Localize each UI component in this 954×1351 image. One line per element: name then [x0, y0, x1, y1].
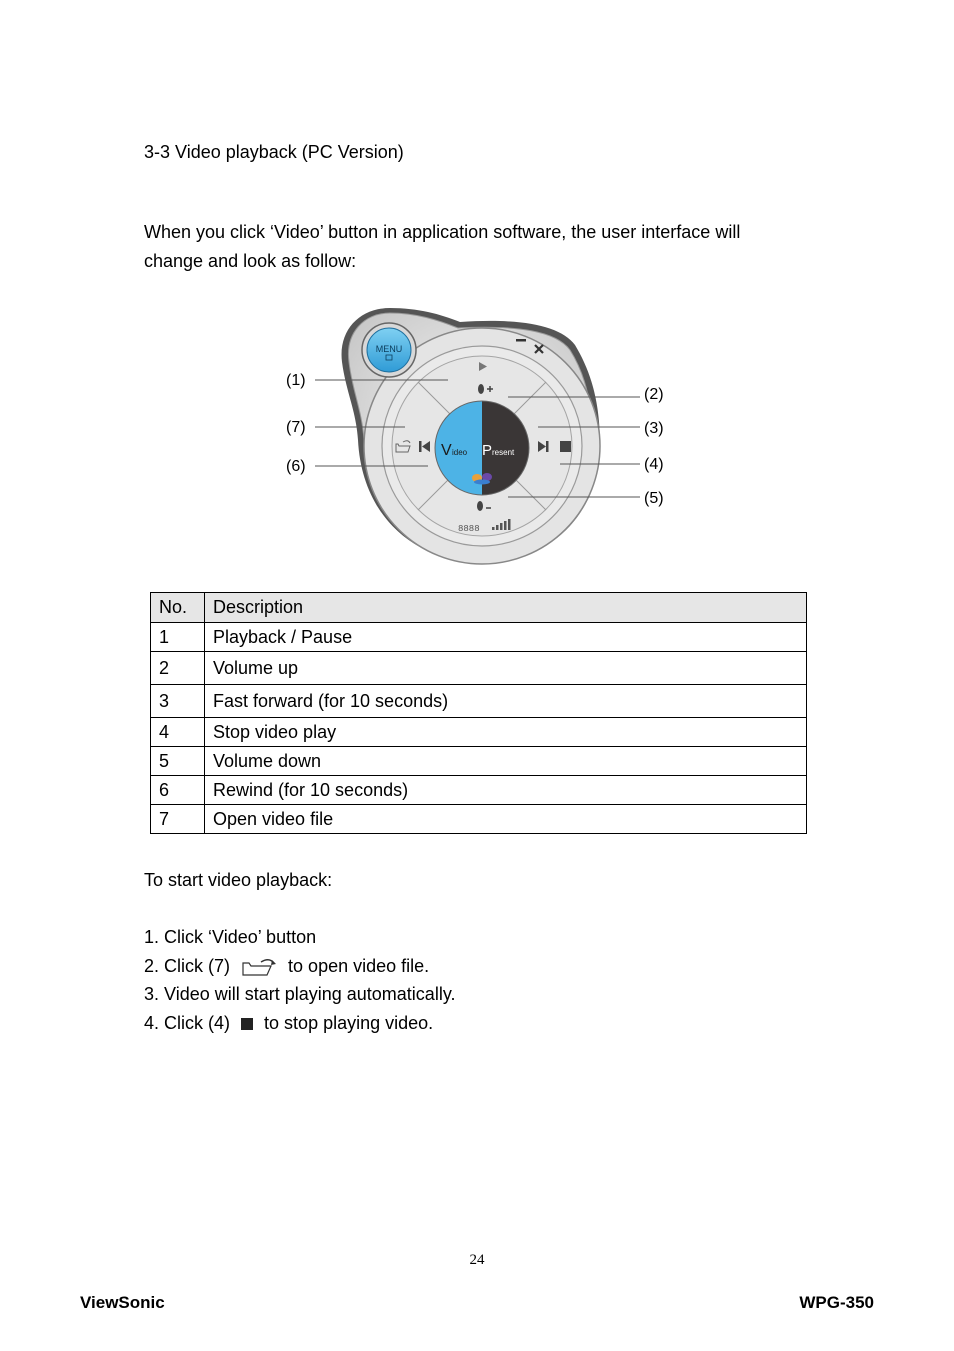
row-description: Stop video play [205, 718, 807, 747]
callout-label-2: (2) [644, 386, 664, 403]
intro-text-line-1: When you click ‘Video’ button in application software, the user interface will [144, 222, 741, 242]
row-no: 6 [151, 776, 205, 805]
row-description: Fast forward (for 10 seconds) [205, 685, 807, 718]
row-no: 7 [151, 805, 205, 834]
row-description: Volume down [205, 747, 807, 776]
step-4-suffix: to stop playing video. [264, 1013, 434, 1033]
step-2-suffix: to open video file. [288, 956, 430, 976]
menu-button[interactable] [362, 323, 416, 377]
callout-label-4: (4) [644, 456, 664, 473]
stop-icon[interactable] [560, 441, 571, 452]
step-4 [144, 1012, 433, 1034]
footer-brand: ViewSonic [80, 1293, 165, 1312]
row-no: 1 [151, 623, 205, 652]
row-description: Playback / Pause [205, 623, 807, 652]
counter-display: 8888 [458, 524, 480, 534]
table-header-row [151, 593, 807, 623]
steps-intro: To start video playback: [144, 870, 333, 890]
callout-label-6: (6) [286, 458, 306, 475]
table-row [151, 776, 807, 805]
callout-label-5: (5) [644, 490, 664, 507]
row-no: 2 [151, 652, 205, 685]
row-description: Rewind (for 10 seconds) [205, 776, 807, 805]
table-row [151, 805, 807, 834]
open-folder-icon [241, 957, 277, 977]
menu-label: MENU [375, 344, 403, 354]
logo-text-resent: resent [492, 448, 515, 457]
row-description: Open video file [205, 805, 807, 834]
logo-letter-p: P [482, 442, 493, 459]
intro-text-line-2: change and look as follow: [144, 251, 357, 271]
row-no: 3 [151, 685, 205, 718]
table-row [151, 652, 807, 685]
row-no: 4 [151, 718, 205, 747]
footer-model: WPG-350 [799, 1293, 874, 1312]
video-player-figure [280, 300, 680, 570]
callout-label-1: (1) [286, 372, 306, 389]
callout-label-3: (3) [644, 420, 664, 437]
callout-label-7: (7) [286, 419, 306, 436]
table-row [151, 747, 807, 776]
description-table [150, 592, 807, 834]
row-no: 5 [151, 747, 205, 776]
step-1: 1. Click ‘Video’ button [144, 927, 317, 947]
section-title: 3-3 Video playback (PC Version) [144, 142, 404, 162]
logo-letter-v: V [441, 442, 452, 459]
table-row [151, 623, 807, 652]
center-logo-disc [435, 401, 529, 495]
page-number: 24 [469, 1252, 485, 1268]
step-3: 3. Video will start playing automatically. [144, 984, 456, 1004]
stop-icon [241, 1018, 253, 1030]
table-row [151, 718, 807, 747]
header-no: No. [151, 593, 205, 623]
header-description: Description [205, 593, 807, 623]
logo-text-ideo: ideo [452, 448, 468, 457]
table-row [151, 685, 807, 718]
minimize-icon[interactable] [516, 339, 526, 342]
row-description: Volume up [205, 652, 807, 685]
step-2 [144, 955, 429, 977]
step-4-prefix: 4. Click (4) [144, 1013, 231, 1033]
step-2-prefix: 2. Click (7) [144, 956, 231, 976]
